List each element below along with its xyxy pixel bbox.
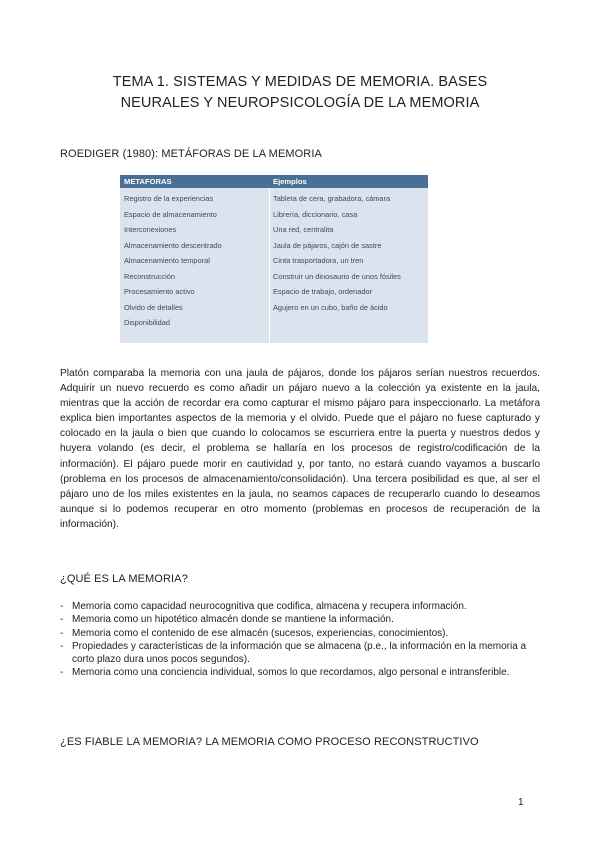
header-ejemplos: Ejemplos (273, 177, 307, 186)
metaphor-cell: Almacenamiento descentrado (124, 240, 222, 250)
metaphor-cell: Procesamiento activo (124, 287, 195, 296)
table-row (120, 303, 428, 319)
dash-bullet: - (60, 667, 64, 679)
dash-bullet: - (60, 601, 64, 612)
table-row (120, 225, 428, 241)
table-row (120, 287, 428, 303)
dash-bullet: - (60, 640, 64, 652)
table-row (120, 318, 428, 334)
list-item (60, 640, 540, 667)
example-cell: Agujero en un cubo, baño de ácido (273, 302, 388, 312)
metaphor-cell: Olvido de detalles (124, 302, 183, 312)
document-title (60, 72, 540, 114)
example-cell: Una red, centralita (273, 225, 334, 234)
list-item (60, 666, 540, 679)
metaphor-cell: Registro de la experiencias (124, 194, 214, 203)
table-row (120, 272, 428, 288)
example-cell: Cinta trasportadora, un tren (273, 256, 364, 265)
example-cell: Tableta de cera, grabadora, cámara (273, 194, 391, 203)
title-line-1: TEMA 1. SISTEMAS Y MEDIDAS DE MEMORIA. BASES (112, 74, 488, 90)
list-item-text: Propiedades y características de la información que se almacena (p.e., la información en la memoria a corto plazo dura unos pocos segundos). (72, 640, 527, 666)
title-line-2: NEURALES Y NEUROPSICOLOGÍA DE LA MEMORIA (120, 95, 480, 111)
section-heading-what-is-memory: ¿QUÉ ES LA MEMORIA? (60, 573, 188, 585)
table-row (120, 194, 428, 210)
list-item (60, 627, 540, 640)
metaphor-cell: Reconstrucción (124, 271, 175, 281)
list-item-text: Memoria como el contenido de ese almacén (sucesos, experiencias, conocimientos). (72, 627, 449, 639)
table-row (120, 241, 428, 257)
metaphor-cell: Almacenamiento temporal (124, 256, 210, 265)
table-row (120, 210, 428, 226)
metaphor-cell: Disponibilidad (124, 318, 171, 327)
metaphor-cell: Interconexiones (124, 225, 177, 234)
plato-paragraph: Platón comparaba la memoria con una jaula de pájaros, donde los pájaros serían nuestros recuerdos. Adquirir un nuevo recuerdo es como añadir un pájaro nuevo a la colección ya existente en la jaula, mientras que la acción de recordar era como capturar el mismo pájaro para inspeccionarlo. La metáfora explica bien importantes aspectos de la memoria y el olvido. Puede que el pájaro no fuese capturado y colocado en la jaula o bien que cuando lo colocamos se escurriera entre la puerta y nuestros dedos y huyera volando (es decir, el problema se hallaría en los procesos de registro/codificación de la información). El pájaro puede morir en cautividad y, por tanto, no estará cuando vayamos a buscarlo (problema en los procesos de almacenamiento/consolidación). Una tercera posibilidad es que, al ser el pájaro uno de los miles existentes en la jaula, no seamos capaces de recuperarlo cuando lo deseamos aunque si lo podemos recuperar en otro momento (problemas en procesos de recuperación de la información). (60, 368, 540, 530)
example-cell: Construir un dinosaurio de unos fósiles (273, 271, 401, 281)
list-item (60, 613, 540, 626)
list-item-text: Memoria como capacidad neurocognitiva que codifica, almacena y recupera información. (72, 601, 467, 612)
metaphor-cell: Espacio de almacenamiento (124, 209, 217, 219)
list-item-text: Memoria como un hipotético almacén donde se mantiene la información. (72, 614, 394, 626)
dash-bullet: - (60, 627, 64, 639)
example-cell: Espacio de trabajo, ordenador (273, 287, 373, 296)
metaphors-table (120, 175, 428, 343)
table-header (120, 175, 428, 188)
page-number: 1 (518, 797, 524, 808)
memory-definitions-list (60, 600, 540, 680)
example-cell: Jaula de pájaros, cajón de sastre (273, 240, 382, 250)
section-heading-metaphors: ROEDIGER (1980): METÁFORAS DE LA MEMORIA (60, 148, 322, 160)
table-body (120, 194, 428, 334)
table-row (120, 256, 428, 272)
list-item-text: Memoria como una conciencia individual, somos lo que recordamos, algo personal e intransferible. (72, 667, 510, 679)
list-item (60, 600, 540, 613)
header-metaforas: METAFORAS (124, 177, 172, 186)
section-heading-reliability: ¿ES FIABLE LA MEMORIA? LA MEMORIA COMO PROCESO RECONSTRUCTIVO (60, 736, 479, 748)
dash-bullet: - (60, 614, 64, 626)
example-cell: Librería, diccionario, casa (273, 209, 358, 219)
